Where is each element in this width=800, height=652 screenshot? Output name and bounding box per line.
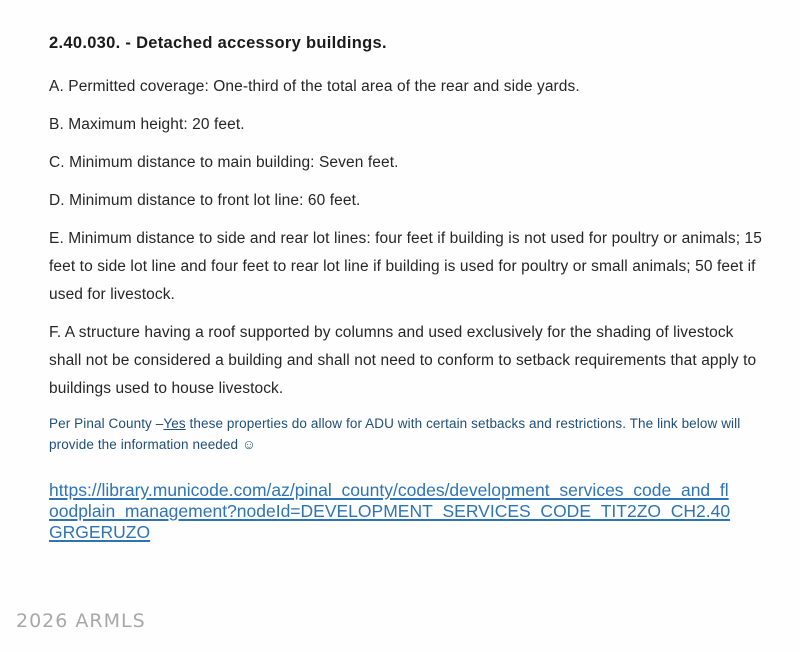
- paragraph-a: A. Permitted coverage: One-third of the total area of the rear and side yards.: [49, 78, 580, 95]
- agent-note: [49, 413, 763, 455]
- agent-note-prefix: Per Pinal County –: [49, 416, 164, 431]
- municode-hyperlink-line-3[interactable]: GRGERUZO: [49, 522, 151, 542]
- municode-hyperlink-line-2[interactable]: oodplain_management?nodeId=DEVELOPMENT_SERVICES_CODE_TIT2ZO_CH2.40: [49, 501, 731, 521]
- paragraph-c: C. Minimum distance to main building: Seven feet.: [49, 154, 399, 171]
- municode-hyperlink[interactable]: [49, 480, 763, 543]
- armls-watermark: 2026 ARMLS: [16, 610, 146, 632]
- municode-hyperlink-line-1[interactable]: https://library.municode.com/az/pinal_county/codes/development_services_code_and_fl: [49, 480, 729, 500]
- agent-note-body: these properties do allow for ADU with certain setbacks and restrictions. The link below will provide the information needed: [49, 416, 741, 452]
- section-heading: 2.40.030. - Detached accessory buildings.: [49, 34, 387, 52]
- paragraph-d: D. Minimum distance to front lot line: 60 feet.: [49, 192, 361, 209]
- document-page: [49, 32, 763, 543]
- paragraph-f: F. A structure having a roof supported by columns and used exclusively for the shading of livestock shall not be considered a building and shall not need to conform to setback requirements that apply to buildings used to house livestock.: [49, 324, 757, 397]
- smiley-icon: ☺: [241, 437, 256, 452]
- paragraph-e: E. Minimum distance to side and rear lot lines: four feet if building is not used for poultry or animals; 15 feet to side lot line and four feet to rear lot line if building is used for poultry or small animals; 50 feet if used for livestock.: [49, 230, 762, 303]
- agent-note-emphasis: Yes: [163, 416, 186, 431]
- paragraph-b: B. Maximum height: 20 feet.: [49, 116, 245, 133]
